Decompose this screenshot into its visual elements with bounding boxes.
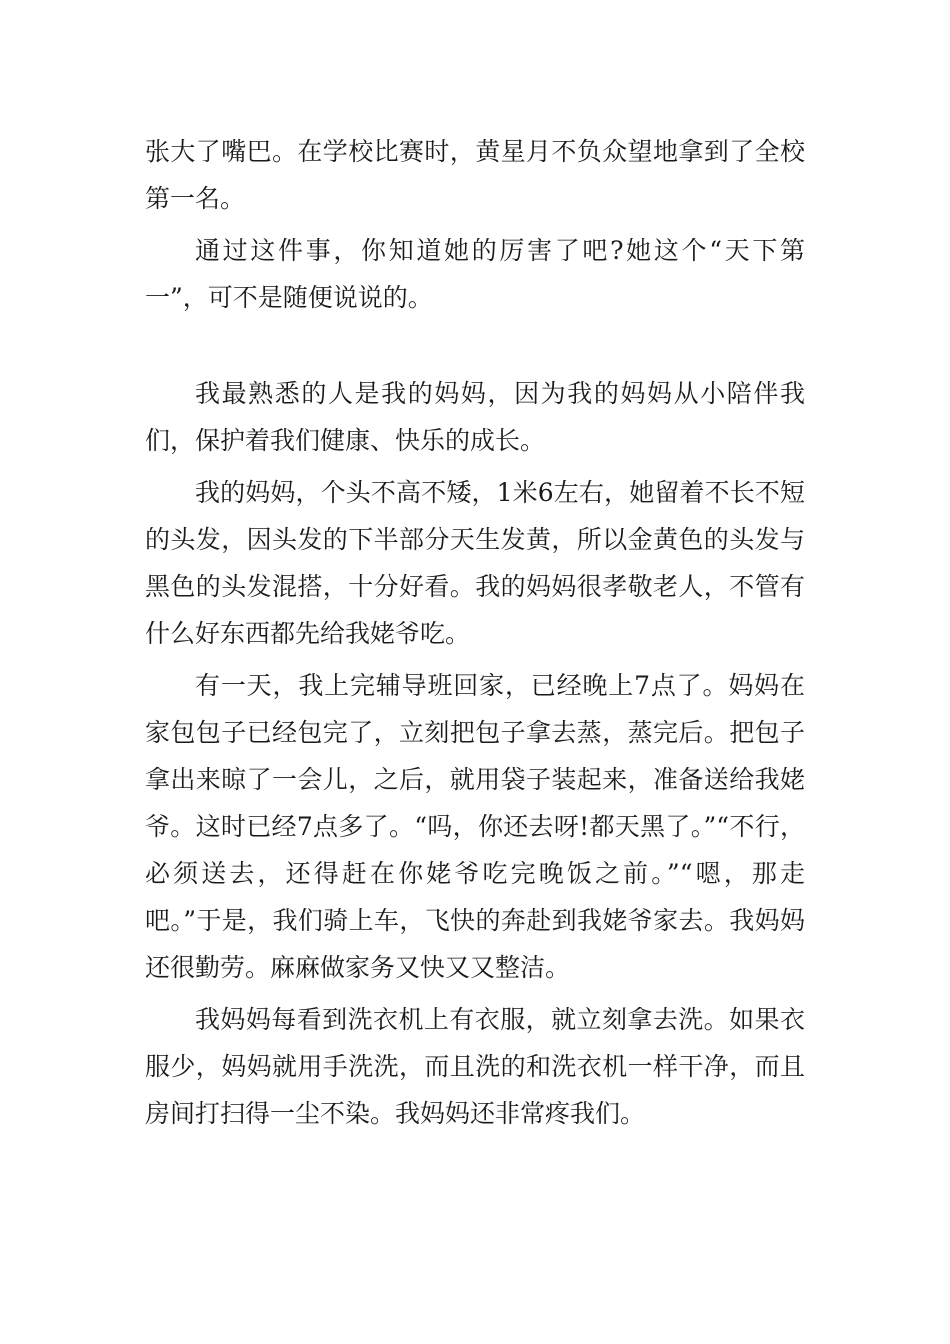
paragraph: 张大了嘴巴。在学校比赛时，黄星月不负众望地拿到了全校第一名。 (145, 137, 805, 213)
paragraph: 有一天，我上完辅导班回家，已经晚上7点了。妈妈在家包包子已经包完了，立刻把包子拿去蒸，蒸完后。把包子拿出来晾了一会儿，之后，就用袋子装起来，准备送给我姥爷。这时已经7点多了。“吗，你还去呀!都天黑了。”“不行，必须送去，还得赶在你姥爷吃完晚饭之前。”“嗯，那走吧。”于是，我们骑上车，飞快的奔赴到我姥爷家去。我妈妈还很勤劳。麻麻做家务又快又又整洁。 (145, 671, 805, 982)
paragraph: 我的妈妈，个头不高不矮，1米6左右，她留着不长不短的头发，因头发的下半部分天生发黄，所以金黄色的头发与黑色的头发混搭，十分好看。我的妈妈很孝敬老人，不管有什么好东西都先给我姥爷吃。 (145, 478, 805, 648)
paragraph: 我妈妈每看到洗衣机上有衣服，就立刻拿去洗。如果衣服少，妈妈就用手洗洗，而且洗的和洗衣机一样干净，而且房间打扫得一尘不染。我妈妈还非常疼我们。 (145, 1005, 805, 1128)
paragraph: 我最熟悉的人是我的妈妈，因为我的妈妈从小陪伴我们，保护着我们健康、快乐的成长。 (145, 379, 805, 455)
paragraph: 通过这件事，你知道她的厉害了吧?她这个“天下第一”，可不是随便说说的。 (145, 236, 805, 312)
section-gap (145, 326, 805, 370)
document-body (145, 128, 805, 1142)
